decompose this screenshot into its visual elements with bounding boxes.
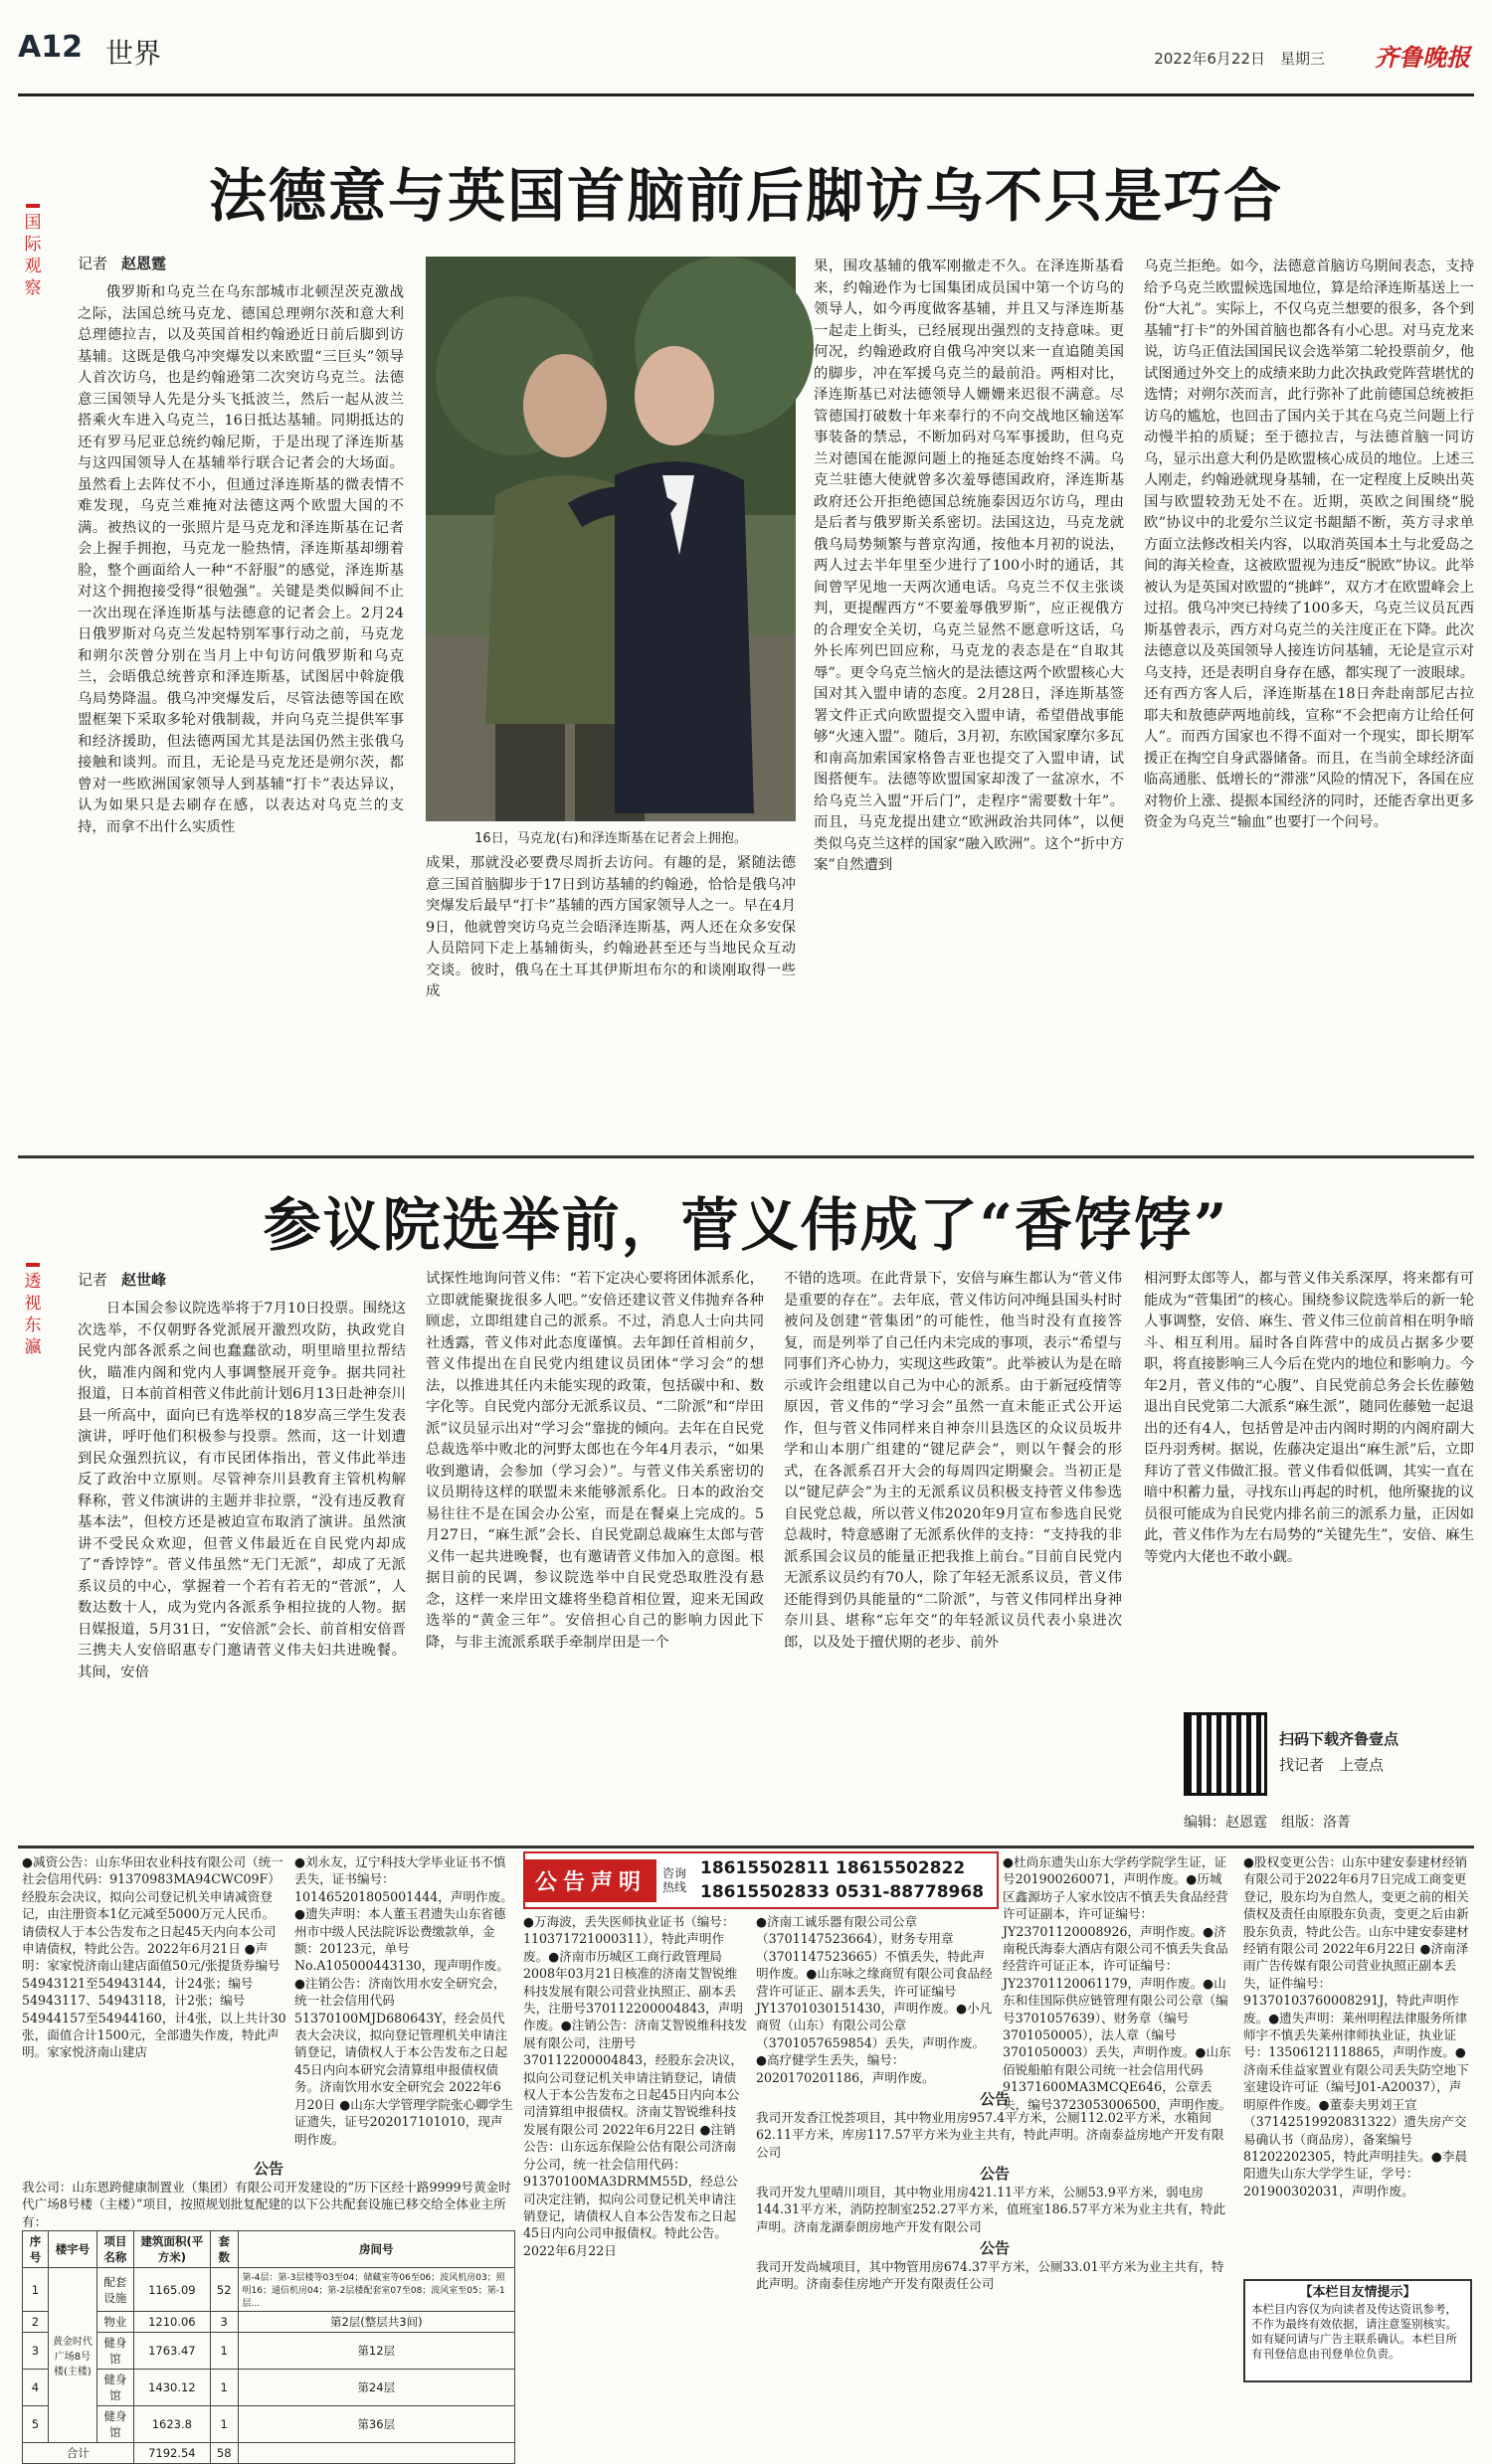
ad-column-2: ●刘永友，辽宁科技大学毕业证书不慎丢失，证书编号：101465201805001444，声明作废。●遗失声明：本人董玉君遗失山东省德州市中级人民法院诉讼费缴款单，金额：20123元，单号No.A105000443130，现声明作废。●注销公告：济南饮用水安全研究会，统一社会信用代码51370100MJD680643Y，经会员代表大会决议，拟向登记管理机关申请注销登记，请债权人于本公告发布之日起45日内向本研究会清算组申报债权债务。济南饮用水安全研究会 2022年6月20日 ●山东大学管理学院张心卿学生证遗失，证号202017101010，现声明作废。 (294, 1854, 513, 2147)
article2-column-4: 相河野太郎等人，都与菅义伟关系深厚，将来都有可能成为“菅集团”的核心。围绕参议院选举后的新一轮人事调整，安倍、麻生、菅义伟三位前首相在明争暗斗、相互利用。届时各自阵营中的成员占据多少要职，将直接影响三人今后在党内的地位和影响力。今年2月，菅义伟的“心腹”、自民党前总务会长佐藤勉退出自民党第二大派系“麻生派”，随同佐藤勉一起退出的还有4人，包括曾是冲击内阁时期的内阁府副大臣丹羽秀树。据说，佐藤决定退出“麻生派”后，立即拜访了菅义伟做汇报。菅义伟看似低调，其实一直在暗中积蓄力量，寻找东山再起的时机，他所聚拢的议员很可能成为自民党内排名前三的派系力量，正因如此，菅义伟作为左右局势的“关键先生”，安倍、麻生等党内大佬也不敢小觑。 (1144, 1271, 1474, 1565)
ad-column-1: ●减资公告：山东华田农业科技有限公司（统一社会信用代码：91370983MA94CWC09F）经股东会决议，拟向公司登记机关申请减资登记，由注册资本1亿元减至5000万元人民币。请债权人于本公告发布之日起45天内向本公司申请债权，特此公告。2022年6月21日 ●声明：家家悦济南山建店面值50元/张提货券编号54943121至54943144，计24张；编号54943117、54943118，计2张；编号54944157至54944160，计4张，以上共计30张，面值合计1500元，全部遗失作废，特此声明。家家悦济南山建店 (22, 1854, 286, 2060)
qr-code-icon[interactable] (1184, 1712, 1267, 1796)
qr-text-1: 扫码下载齐鲁壹点 (1279, 1730, 1399, 1748)
article2-headline: 参议院选举前，菅义伟成了“香饽饽” (263, 1191, 1229, 1259)
article2-column-3: 不错的选项。在此背景下，安倍与麻生都认为“菅义伟是重要的存在”。去年底，菅义伟访问冲绳县国头村时被问及创建“菅集团”的可能性，他当时没有直接答复，而是列举了自己任内未完成的事项，表示“希望与同事们齐心协力，实现这些政策”。此举被认为是在暗示或许会组建以自己为中心的派系。由于新冠疫情等原因，菅义伟的“学习会”虽然一直未能正式公开运作，但与菅义伟同样来自神奈川县选区的众议员坂井学和山本朋广组建的“键尼萨会”，则以午餐会的形式，在各派系召开大会的每周四定期聚会。当初正是以“键尼萨会”为主的无派系议员积极支持菅义伟参选自民党总裁，所以菅义伟2020年9月宣布参选自民党总裁时，特意感谢了无派系伙伴的支持：“支持我的非派系国会议员的能量正把我推上前台。”目前自民党内无派系议员约有70人，除了年轻无派系议员，菅义伟还能得到仍具能量的“二阶派”，与菅义伟同样出身神奈川县、堪称“忘年交”的年轻派议员代表小泉进次郎，以及处于擅伏期的老步、前外 (784, 1271, 1122, 1651)
house-table (22, 2230, 515, 2464)
article1-column-4: 果，围攻基辅的俄军刚撤走不久。在泽连斯基看来，约翰逊作为七国集团成员国中第一个访乌的领导人，如今再度做客基辅，并且又与泽连斯基一起走上街头，已经展现出强烈的支持意味。更何况，约翰逊政府自俄乌冲突以来一直追随美国的脚步，冲在军援乌克兰的最前沿。两相对比，泽连斯基已对法德领导人姗姗来迟很不满意。尽管德国打破数十年来奉行的不向交战地区输送军事装备的禁忌，不断加码对乌军事援助，但乌克兰对德国在能源问题上的拖延态度始终不满。乌克兰驻德大使就曾多次羞辱德国政府，泽连斯基政府还公开拒绝德国总统施泰因迈尔访乌，理由是后者与俄罗斯关系密切。法国这边，马克龙就俄乌局势频繁与普京沟通，按他本月初的说法，两人过去半年里至少进行了100小时的通话，其间曾罕见地一天两次通电话。乌克兰不仅主张谈判，更提醒西方“不要羞辱俄罗斯”，应正视俄方的合理安全关切，乌克兰显然不愿意听这话，乌外长库列巴回应称，马克龙的表态是在“自取其辱”。更令乌克兰恼火的是法德这两个欧盟核心大国对其入盟申请的态度。2月28日，泽连斯基签署文件正式向欧盟提交入盟申请，希望借战事能够“火速入盟”。随后，3月初，东欧国家摩尔多瓦和南高加索国家格鲁吉亚也提交了入盟申请，试图搭便车。法德等欧盟国家却泼了一盆凉水，不给乌克兰入盟“开后门”，走程序“需要数十年”。而且，马克龙提出建立“欧洲政治共同体”，以便类似乌克兰这样的国家“融入欧洲”。这个“折中方案”自然遭到 (814, 259, 1124, 873)
property-notices: 公告 我司开发香江悦荟项目，其中物业用房957.4平方米，公厕112.02平方米，水箱间62.11平方米，库房117.57平方米为业主共有，特此声明。济南泰益房地产开发有限公司 公告 我司开发九里晴川项目，其中物业用房421.11平方米，公厕53.9平方米，弱电房144.31平方米，消防控制室252.27平方米，值班室186.57平方米为业主共有，特此声明。济南龙湖泰朗房地产开发有限公司 公告 我司开发尚城项目，其中物管用房674.37平方米，公厕33.01平方米为业主共有，特此声明。济南泰佳房地产开发有限责任公司 (756, 2090, 1226, 2292)
article1-tag: 国际观察 (20, 204, 46, 299)
masthead (18, 22, 1474, 96)
article1-column-3a: 成果，那就没必要费尽周折去访问。有趣的是，紧随法德意三国首脑脚步于17日到访基辅的约翰逊，恰恰是俄乌冲突爆发后最早“打卡”基辅的西方国家领导人之一。早在4月9日，他就曾突访乌克兰会晤泽连斯基，两人还在众多安保人员陪同下走上基辅街头，约翰逊甚至还与当地民众互动交谈。彼时，俄乌在土耳其伊斯坦布尔的和谈刚取得一些成 (426, 855, 796, 999)
ad-column-6: ●股权变更公告：山东中建安泰建材经销有限公司于2022年6月7日完成工商变更登记，股东均为自然人，变更之前的相关债权及责任由原股东负责，变更之后由新股东负责，特此公告。山东中建安泰建材经销有限公司 2022年6月22日 ●济南泽雨广告传媒有限公司营业执照正副本丢失，证件编号：91370103760008291J，特此声明作废。●遗失声明：莱州明程法律服务所律师宇不慎丢失莱州律师执业证，执业证号：13506121118865，声明作废。●济南禾佳益家置业有限公司丢失防空地下室建设许可证（编号J01-A20037），声明原件作废。●董泰夫男刘王宣（37142519920831322）遗失房产交易确认书（商品房），备案编号81202202305，特此声明挂失。●李晨阳遗失山东大学学生证，学号：201900302031，声明作废。 (1243, 1854, 1469, 2199)
notice-banner (523, 1851, 999, 1909)
photo-hug-illustration (426, 257, 796, 821)
table-row: 1 黄金时代广场8号楼(主楼) 配套设施 1165.09 52 第-4层：第-3层楼等03至04；储藏室等06至06；波风机房03；照明16；通信机房04；第-2层楼配套室07至08；波风室至05；第-1层... (23, 2268, 515, 2312)
tag-bar-icon (26, 204, 40, 208)
ad-column-4: ●济南工诚乐器有限公司公章（3701147523664），财务专用章（3701147523665）不慎丢失，特此声明作废。●山东咏之缘商贸有限公司食品经营许可证正、副本丢失，许可证编号JY13701030151430，声明作废。●小凡商贸（山东）有限公司公章（3701057659854）丢失，声明作废。●高疗健学生丢失，编号：2020170201186，声明作废。 (756, 1914, 993, 2085)
reader-notice-box: 【本栏目友情提示】 本栏目内容仅为向读者及传达资讯参考，不作为最终有效依据，请注意鉴别核实。如有疑问请与广告主联系确认。本栏目所有刊登信息由刊登单位负责。 (1243, 2279, 1472, 2382)
table-total-row: 合计 7192.54 58 (23, 2443, 515, 2464)
table-row: 2 物业 1210.06 3 第2层(整层共3间) (23, 2312, 515, 2333)
ad-column-3: ●万海波，丢失医师执业证书（编号：110371721000311），特此声明作废。●济南市历城区工商行政管理局2008年03月21日核准的济南艾智锐维科技发展有限公司营业执照正、副本丢失，注册号370112200004843，声明作废。●注销公告：济南艾智锐维科技发展有限公司，注册号370112200004843，经股东会决议，拟向公司登记机关申请注销登记，请债权人于本公告发布之日起45日内向本公司清算组申报债权。济南艾智锐维科技发展有限公司 2022年6月22日 ●注销公告：山东远东保险公估有限公司济南分公司，统一社会信用代码：91370100MA3DRMM55D，经总公司决定注销，拟向公司登记机关申请注销登记，请债权人自本公告发布之日起45日内向公司申报债权。特此公告。2022年6月22日 (523, 1914, 748, 2258)
notice-banner-hotline-label: 咨询热线 (662, 1866, 687, 1894)
qr-text-2: 找记者 上壹点 (1279, 1756, 1385, 1774)
article1-photo-caption: 16日，马克龙(右)和泽连斯基在记者会上拥抱。 (474, 831, 747, 846)
tag-bar-icon (26, 1263, 40, 1267)
article2-column-1: 日本国会参议院选举将于7月10日投票。围绕这次选举，不仅朝野各党派展开激烈攻防，执政党自民党内部各派系之间也蠢蠢欲动，明里暗里拉帮结伙，瞄准内阁和党内人事调整展开竞争。据共同社报道，日本前首相菅义伟此前计划6月13日赴神奈川县一所高中，面向已有选举权的18岁高三学生发表演讲，呼吁他们积极参与投票。然而，这一计划遭到民众强烈抗议，有市民团体指出，菅义伟此举违反了政治中立原则。尽管神奈川县教育主管机构解释称，菅义伟演讲的主题并非拉票，“没有违反教育基本法”，但校方还是被迫宣布取消了演讲。虽然演讲不受民众欢迎，但菅义伟最近在自民党内却成了“香饽饽”。菅义伟虽然“无门无派”，却成了无派系议员的中心，掌握着一个若有若无的“菅派”，人数达数十人，成为党内各派系争相拉拢的人物。据日媒报道，5月31日，“安倍派”会长、前首相安倍晋三携夫人安倍昭惠专门邀请菅义伟夫妇共进晚餐。其间，安倍 (78, 1301, 406, 1680)
article-divider (18, 1155, 1474, 1158)
house-table-header: 序号 楼宇号 项目名称 建筑面积(平方米) 套数 房间号 (23, 2231, 515, 2268)
article2-tag: 透视东瀛 (20, 1263, 46, 1358)
article2-column-2: 试探性地询问菅义伟：“若下定决心要将团体派系化，立即就能聚拢很多人吧。”安倍还建议菅义伟抛弃各种顾虑，立即组建自己的派系。不过，消息人士向共同社透露，菅义伟对此态度谨慎。去年卸任首相前夕，菅义伟提出在自民党内组建议员团体“学习会”的想法，以推进其任内未能实现的政策，包括碳中和、数字化等。自民党内部分无派系议员、“二阶派”和“岸田派”议员显示出对“学习会”靠拢的倾向。去年在自民党总裁选举中败北的河野太郎也在今年4月表示，“如果收到邀请，会参加（学习会）”。与菅义伟关系密切的议员期待这样的联盟未来能够派系化。日本的政治交易往往不是在国会办公室，而是在餐桌上完成的。5月27日，“麻生派”会长、自民党副总裁麻生太郎与菅义伟一起共进晚餐，也有邀请菅义伟加入的意图。根据目前的民调，参议院选举中自民党恐取胜没有悬念，这样一来岸田文雄将坐稳首相位置，迎来无国政选举的“黄金三年”。安倍担心自己的影响力因此下降，与非主流派系联手牵制岸田是一个 (426, 1271, 764, 1651)
table-row: 3 健身馆 1763.47 1 第12层 (23, 2333, 515, 2370)
article1-column-5: 乌克兰拒绝。如今，法德意首脑访乌期间表态，支持给予乌克兰欧盟候选国地位，算是给泽连斯基送上一份“大礼”。实际上，不仅乌克兰想要的很多，各个到基辅“打卡”的外国首脑也都各有小心思。对马克龙来说，访乌正值法国国民议会选举第二轮投票前夕，他试图通过外交上的成绩来助力此次执政党阵营堪忧的选情；对朔尔茨而言，此行弥补了此前德国总统被拒访乌的尴尬，也回击了国内关于其在乌克兰问题上行动慢半拍的质疑；至于德拉吉，与法德首脑一同访乌，显示出意大利仍是欧盟核心成员的地位。上述三人刚走，约翰逊就现身基辅，在一定程度上反映出英国与欧盟较劲无处不在。近期，英欧之间围绕“脱欧”协议中的北爱尔兰议定书龃龉不断，英方寻求单方面立法修改相关内容，以取消英国本土与北爱岛之间的海关检查，这被欧盟视为违反“脱欧”协议。此举被认为是英国对欧盟的“挑衅”，双方才在欧盟峰会上过招。俄乌冲突已持续了100多天，乌克兰议员瓦西斯基曾表示，西方对乌克兰的关注度正在下降。此次法德意以及英国领导人接连访问基辅，无论是宣示对乌支持，还是表明自身存在感，都实现了一波眼球。还有西方客人后，泽连斯基在18日奔赴南部尼古拉耶夫和敖德萨两地前线，宣称“不会把南方让给任何人”。而西方国家也不得不面对一个现实，即长期军援正在掏空自身武器储备。而且，在当前全球经济面临高通胀、低增长的“滞涨”风险的情况下，各国在应对物价上涨、提振本国经济的同时，还能否拿出更多资金为乌克兰“输血”也要打一个问号。 (1144, 259, 1474, 830)
ad-column-5: ●杜尚东遗失山东大学药学院学生证，证号201900260071，声明作废。●历城区鑫源坊子人家水饺店不慎丢失食品经营许可证副本，许可证编号：JY23701120008926，声明作废。●济南税氏海泰大酒店有限公司不慎丢失食品经营许可证正本，许可证编号：JY23701120061179，声明作废。●山东和佳国际供应链管理有限公司公章（编号3701057639）、财务章（编号3701050005），法人章（编号3701050003）丢失，声明作废。●山东佰锐船舶有限公司统一社会信用代码91371600MA3MCQE646，公章丢失，编号3723053006500，声明作废。 (1003, 1854, 1232, 2112)
page-number: A12 (18, 30, 83, 65)
article1-headline: 法德意与英国首脑前后脚访乌不只是巧合 (208, 162, 1283, 230)
newspaper-logo: 齐鲁晚报 (1375, 43, 1470, 72)
article1-photo (426, 257, 796, 821)
issue-date: 2022年6月22日 星期三 (1154, 50, 1325, 68)
article1-byline: 记者 赵恩霆 (78, 255, 167, 272)
house-notice: 公告 我公司：山东恩跨健康制置业（集团）有限公司开发建设的“历下区经十路9999号黄金时代广场8号楼（主楼）”项目，按照规划批复配建的以下公共配套设施已移交给全体业主所有： 序号 楼宇号 项目名称 建筑面积(平方米) 套数 房间号 1 黄金时代广场8号楼(主楼) 配套设施 1165.09 52 第-4层：第-3层楼等03至04；储藏室等06至06；波风机房03；照明16；通信机房04；第-2层楼配套室07至08；波风室至05；第-1层... 2 物业 1210.06 3 第2层(整层共3间) 3 健身馆 1763.47 1 第12层 4 健身馆 1430.12 1 第24层 5 健身馆 1623.8 1 第36层 合计 7192.54 58 (22, 2158, 515, 2386)
table-row: 5 健身馆 1623.8 1 第36层 (23, 2406, 515, 2443)
article1-column-1: 俄罗斯和乌克兰在乌东部城市北顿涅茨克激战之际，法国总统马克龙、德国总理朔尔茨和意大利总理德拉吉，以及英国首相约翰逊近日前后脚到访基辅。这既是俄乌冲突爆发以来欧盟“三巨头”领导人首次访乌，也是约翰逊第二次突访乌克兰。法德意三国领导人先是分头飞抵波兰，然后一起从波兰搭乘火车进入乌克兰，16日抵达基辅。同期抵达的还有罗马尼亚总统约翰尼斯，于是出现了泽连斯基与这四国领导人在基辅举行联合记者会的大场面。虽然看上去阵仗不小，但通过泽连斯基的微表情不难发现，乌克兰难掩对法德这两个欧盟大国的不满。被热议的一张照片是马克龙和泽连斯基在记者会上握手拥抱，马克龙一脸热情，泽连斯基却绷着脸，整个画面给人一种“不舒服”的感觉，泽连斯基对这个拥抱接受得“很勉强”。关键是类似瞬间不止一次出现在泽连斯基与法德意的记者会上。2月24日俄罗斯对乌克兰发起特别军事行动之前，马克龙和朔尔茨曾分别在当月上中旬访问俄罗斯和乌克兰，会晤俄总统普京和泽连斯基，试图居中斡旋俄乌局势降温。俄乌冲突爆发后，尽管法德等国在欧盟框架下采取多轮对俄制裁，并向乌克兰提供军事和经济援助，但法德两国尤其是法国仍然主张俄乌接触和谈判。而且，无论是马克龙还是朔尔茨，都曾对一些欧洲国家领导人到基辅“打卡”表达异议，认为如果只是去刷存在感，以表达对乌克兰的支持，而拿不出什么实质性 (78, 284, 404, 835)
notice-banner-label: 公告声明 (525, 1859, 656, 1902)
notice-banner-phones: 18615502811 18615502822 18615502833 0531-88778968 (700, 1858, 985, 1902)
table-row: 4 健身馆 1430.12 1 第24层 (23, 2370, 515, 2406)
section-name: 世界 (105, 37, 162, 70)
article2-byline: 记者 赵世峰 (78, 1271, 167, 1289)
editor-line: 编辑：赵恩霆 组版：洛菁 (1184, 1815, 1351, 1831)
